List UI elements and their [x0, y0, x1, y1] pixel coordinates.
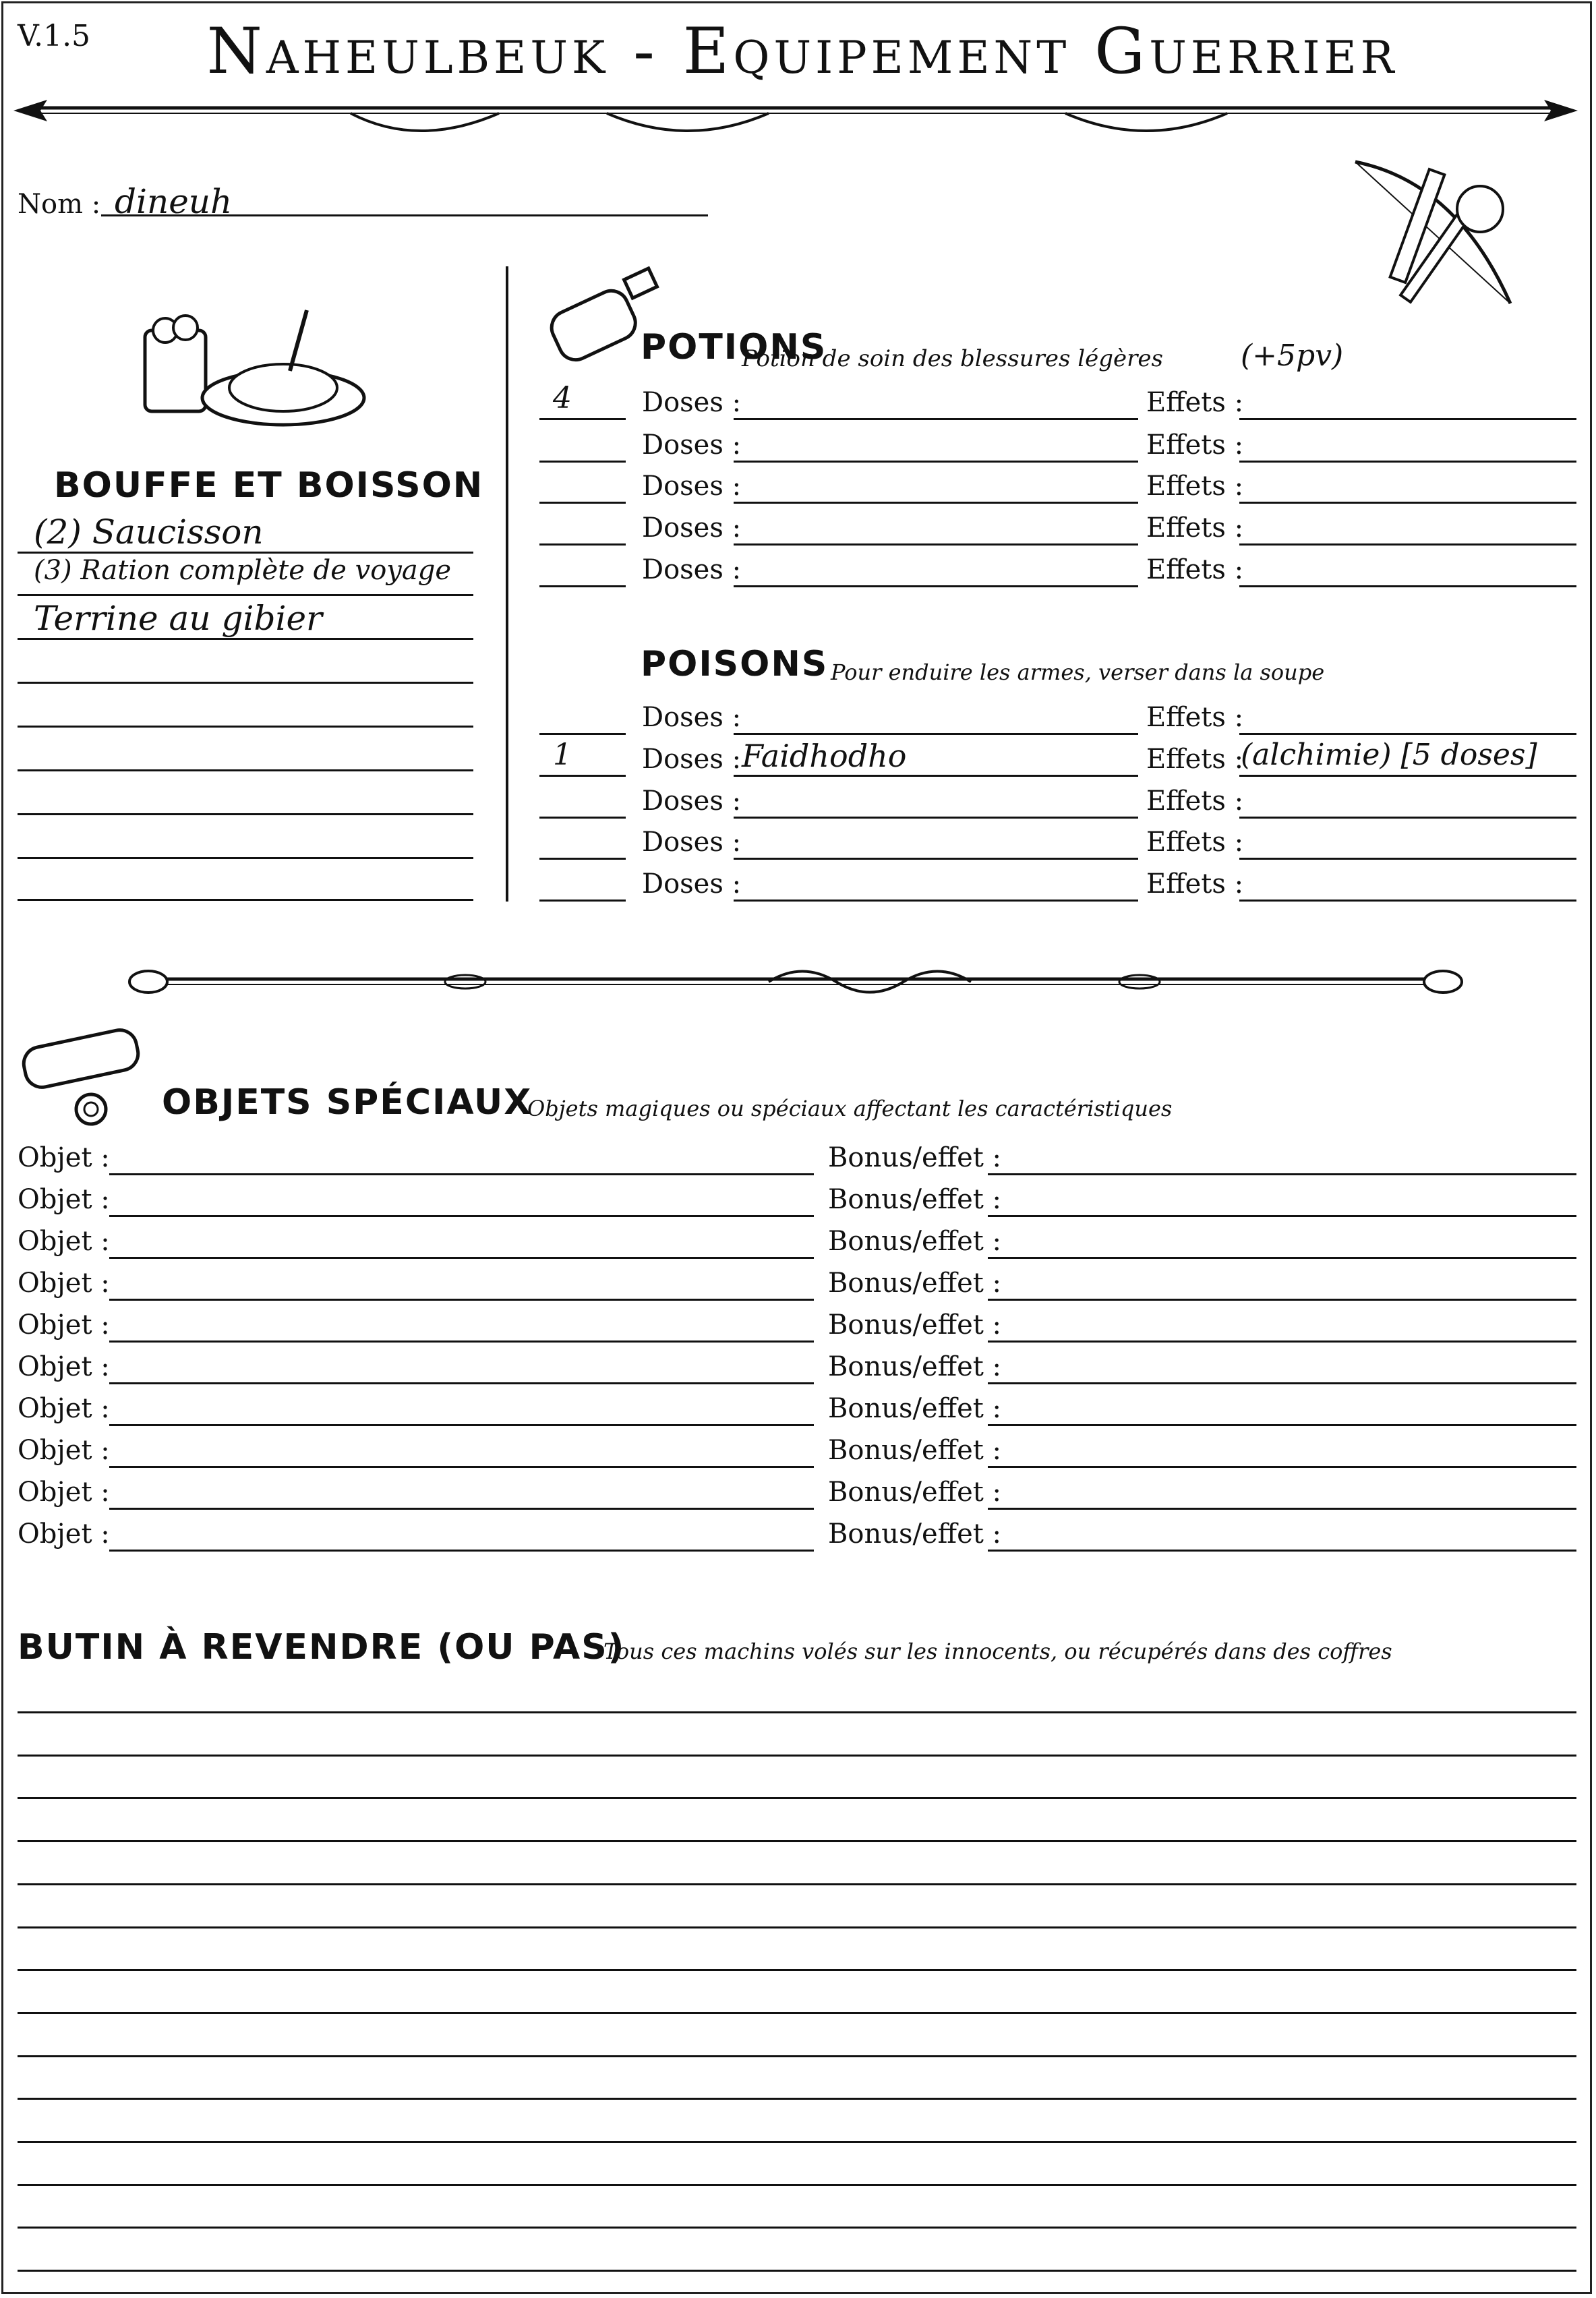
bonus-label: Bonus/effet :: [828, 1142, 1002, 1173]
objet-label: Objet :: [18, 1226, 110, 1257]
potions-doses-field[interactable]: [734, 418, 1138, 420]
poisons-effets-label: Effets :: [1146, 827, 1244, 858]
objet-field[interactable]: [109, 1382, 814, 1384]
poisons-doses-field[interactable]: [734, 858, 1138, 860]
potions-doses-label: Doses :: [642, 471, 742, 502]
butin-line[interactable]: [18, 1840, 1576, 1842]
bonus-field[interactable]: [988, 1257, 1576, 1259]
bouffe-line[interactable]: [18, 813, 473, 815]
objet-field[interactable]: [109, 1508, 814, 1510]
poisons-qty-field[interactable]: [539, 817, 626, 819]
objet-field[interactable]: [109, 1173, 814, 1175]
poisons-doses-label: Doses :: [642, 744, 742, 775]
poisons-effets-label: Effets :: [1146, 868, 1244, 900]
potions-doses-label: Doses :: [642, 512, 742, 543]
bonus-label: Bonus/effet :: [828, 1226, 1002, 1257]
bouffe-item: (2) Saucisson: [34, 512, 264, 552]
potions-qty-field[interactable]: [539, 461, 626, 463]
poisons-doses-label: Doses :: [642, 702, 742, 733]
objet-label: Objet :: [18, 1268, 110, 1299]
poisons-doses-field[interactable]: [734, 733, 1138, 735]
potions-qty-field[interactable]: [539, 502, 626, 504]
bonus-field[interactable]: [988, 1299, 1576, 1301]
poisons-effets-label: Effets :: [1146, 786, 1244, 817]
poisons-doses-label: Doses :: [642, 868, 742, 900]
potions-effets-field[interactable]: [1239, 585, 1576, 587]
poisons-effets-field[interactable]: [1239, 817, 1576, 819]
potions-effets-field[interactable]: [1239, 461, 1576, 463]
potions-effet-value: (+5pv): [1241, 338, 1344, 373]
potions-title: POTIONS: [641, 327, 827, 367]
bonus-field[interactable]: [988, 1215, 1576, 1217]
bouffe-item: Terrine au gibier: [34, 599, 322, 638]
poisons-qty-field[interactable]: [539, 858, 626, 860]
bouffe-line[interactable]: [18, 638, 473, 640]
objet-field[interactable]: [109, 1466, 814, 1468]
bouffe-line[interactable]: [18, 857, 473, 859]
column-divider: [506, 266, 508, 902]
bouffe-line[interactable]: [18, 726, 473, 728]
butin-line[interactable]: [18, 1797, 1576, 1799]
potions-effets-label: Effets :: [1146, 554, 1244, 585]
poisons-effet-value: (alchimie) [5 doses]: [1241, 738, 1537, 772]
nom-value: dineuh: [115, 182, 233, 221]
butin-line[interactable]: [18, 1711, 1576, 1713]
butin-line[interactable]: [18, 2141, 1576, 2143]
potions-effets-label: Effets :: [1146, 387, 1244, 418]
poisons-qty-field[interactable]: [539, 733, 626, 735]
objet-field[interactable]: [109, 1424, 814, 1426]
bouffe-line[interactable]: [18, 769, 473, 771]
bonus-label: Bonus/effet :: [828, 1309, 1002, 1340]
bouffe-line[interactable]: [18, 552, 473, 554]
poisons-qty-field[interactable]: [539, 775, 626, 777]
objet-field[interactable]: [109, 1340, 814, 1343]
potions-effets-field[interactable]: [1239, 543, 1576, 546]
poisons-subtitle: Pour enduire les armes, verser dans la soupe: [831, 659, 1325, 685]
bonus-field[interactable]: [988, 1382, 1576, 1384]
poisons-doses-field[interactable]: [734, 775, 1138, 777]
potions-doses-label: Doses :: [642, 554, 742, 585]
butin-line[interactable]: [18, 1926, 1576, 1928]
bouffe-line[interactable]: [18, 594, 473, 596]
butin-line[interactable]: [18, 1883, 1576, 1885]
potions-effets-field[interactable]: [1239, 502, 1576, 504]
poisons-effets-label: Effets :: [1146, 744, 1244, 775]
bouffe-item: (3) Ration complète de voyage: [34, 555, 452, 586]
butin-line[interactable]: [18, 1969, 1576, 1971]
potions-qty: 4: [553, 381, 572, 415]
staff-divider-icon: [128, 958, 1463, 1005]
potions-effets-field[interactable]: [1239, 418, 1576, 420]
objet-label: Objet :: [18, 1351, 110, 1382]
potions-qty-field[interactable]: [539, 418, 626, 420]
objet-field[interactable]: [109, 1299, 814, 1301]
potions-effets-label: Effets :: [1146, 430, 1244, 461]
bonus-label: Bonus/effet :: [828, 1477, 1002, 1508]
butin-line[interactable]: [18, 2098, 1576, 2100]
potions-doses-field[interactable]: [734, 461, 1138, 463]
potions-doses-label: Doses :: [642, 430, 742, 461]
objet-field[interactable]: [109, 1215, 814, 1217]
poisons-effets-field[interactable]: [1239, 900, 1576, 902]
bonus-label: Bonus/effet :: [828, 1393, 1002, 1424]
bonus-label: Bonus/effet :: [828, 1184, 1002, 1215]
arrow-divider-icon: [13, 88, 1578, 142]
version-label: V.1.5: [18, 19, 91, 53]
poisons-qty-field[interactable]: [539, 900, 626, 902]
crossed-weapons-icon: [1335, 155, 1524, 337]
butin-line[interactable]: [18, 2270, 1576, 2272]
poisons-effets-field[interactable]: [1239, 733, 1576, 735]
objets-title: OBJETS SPÉCIAUX: [162, 1082, 533, 1123]
bonus-label: Bonus/effet :: [828, 1435, 1002, 1466]
bonus-field[interactable]: [988, 1173, 1576, 1175]
bonus-field[interactable]: [988, 1550, 1576, 1552]
bonus-field[interactable]: [988, 1466, 1576, 1468]
poisons-doses-field[interactable]: [734, 900, 1138, 902]
objet-field[interactable]: [109, 1550, 814, 1552]
bonus-label: Bonus/effet :: [828, 1519, 1002, 1550]
objet-field[interactable]: [109, 1257, 814, 1259]
poisons-effets-field[interactable]: [1239, 775, 1576, 777]
nom-label: Nom :: [18, 189, 101, 220]
objet-label: Objet :: [18, 1519, 110, 1550]
potions-qty-field[interactable]: [539, 585, 626, 587]
poisons-effets-label: Effets :: [1146, 702, 1244, 733]
potions-effets-label: Effets :: [1146, 512, 1244, 543]
bonus-field[interactable]: [988, 1508, 1576, 1510]
poisons-doses-label: Doses :: [642, 786, 742, 817]
bonus-label: Bonus/effet :: [828, 1351, 1002, 1382]
page-title: Naheulbeuk - Equipement Guerrier: [206, 15, 1398, 88]
bonus-field[interactable]: [988, 1424, 1576, 1426]
objet-label: Objet :: [18, 1309, 110, 1340]
bonus-label: Bonus/effet :: [828, 1268, 1002, 1299]
potions-doses-label: Doses :: [642, 387, 742, 418]
butin-title: BUTIN À REVENDRE (OU PAS): [18, 1627, 626, 1668]
scroll-ring-icon: [17, 1025, 158, 1133]
poisons-doses-label: Doses :: [642, 827, 742, 858]
objet-label: Objet :: [18, 1477, 110, 1508]
potions-dose-value: Potion de soin des blessures légères: [742, 345, 1163, 372]
butin-line[interactable]: [18, 2184, 1576, 2186]
objet-label: Objet :: [18, 1184, 110, 1215]
butin-line[interactable]: [18, 2227, 1576, 2229]
butin-line[interactable]: [18, 2012, 1576, 2014]
butin-line[interactable]: [18, 1755, 1576, 1757]
bouffe-line[interactable]: [18, 682, 473, 684]
objet-label: Objet :: [18, 1393, 110, 1424]
poisons-dose-value: Faidhodho: [742, 738, 907, 774]
potions-doses-field[interactable]: [734, 543, 1138, 546]
potions-doses-field[interactable]: [734, 585, 1138, 587]
food-icon: [138, 303, 367, 432]
poisons-doses-field[interactable]: [734, 817, 1138, 819]
potions-effets-label: Effets :: [1146, 471, 1244, 502]
bouffe-title: BOUFFE ET BOISSON: [54, 465, 484, 506]
poisons-qty: 1: [553, 738, 572, 772]
bonus-field[interactable]: [988, 1340, 1576, 1343]
objet-label: Objet :: [18, 1142, 110, 1173]
objet-label: Objet :: [18, 1435, 110, 1466]
poisons-effets-field[interactable]: [1239, 858, 1576, 860]
potions-doses-field[interactable]: [734, 502, 1138, 504]
bouffe-line[interactable]: [18, 899, 473, 901]
objets-subtitle: Objets magiques ou spéciaux affectant les caractéristiques: [527, 1096, 1173, 1121]
potions-qty-field[interactable]: [539, 543, 626, 546]
butin-line[interactable]: [18, 2055, 1576, 2057]
butin-subtitle: Tous ces machins volés sur les innocents, ou récupérés dans des coffres: [603, 1639, 1392, 1664]
poisons-title: POISONS: [641, 644, 829, 684]
